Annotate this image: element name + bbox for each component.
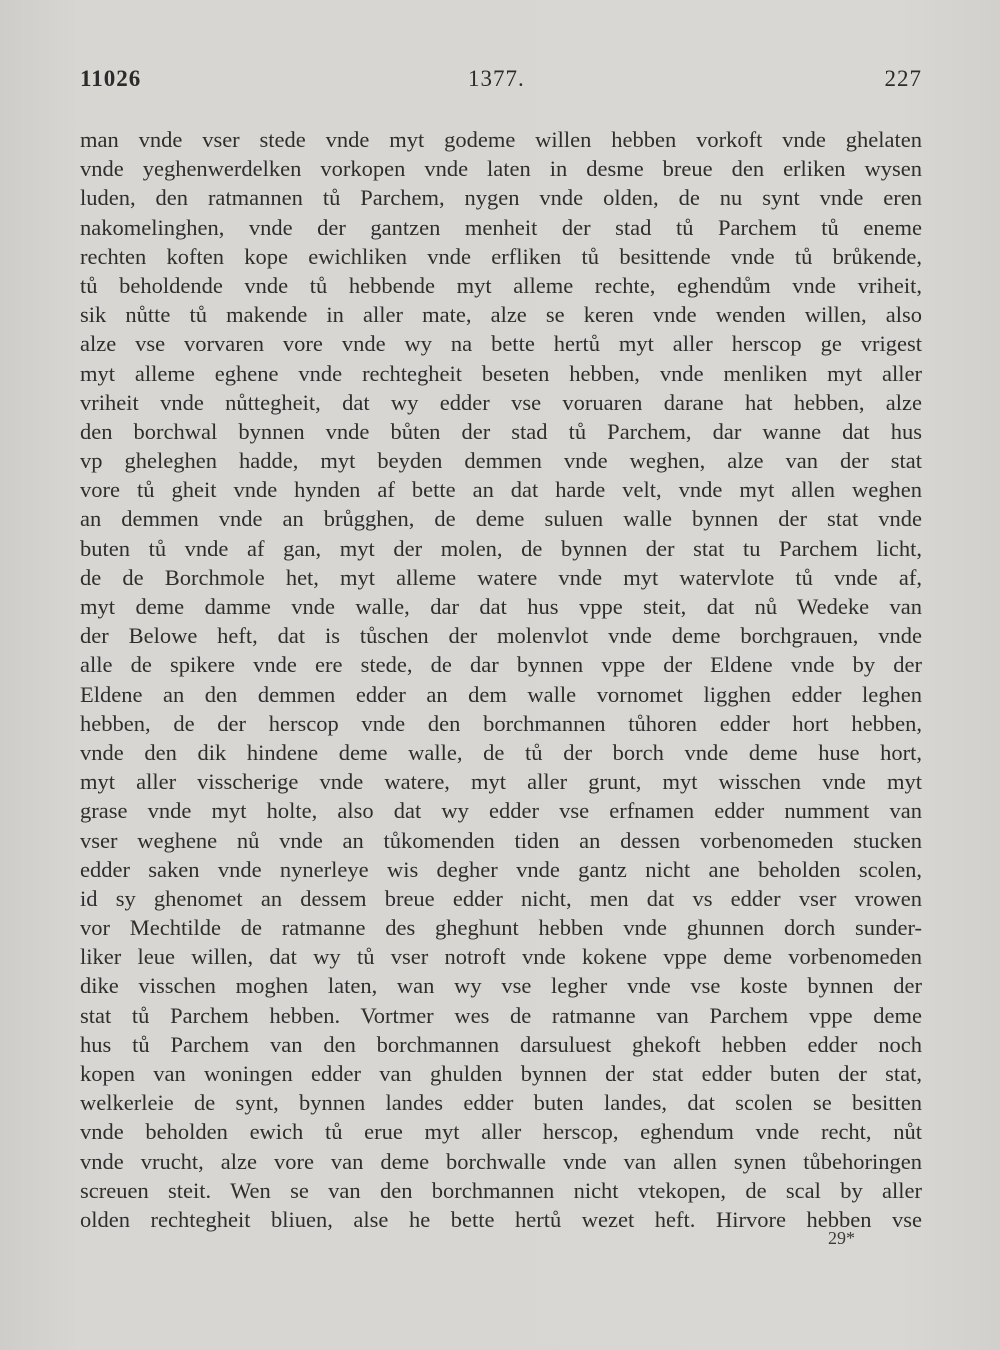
text-line: hus tů Parchem van den borchmannen darsuluest ghekoft hebben edder noch (80, 1031, 922, 1057)
text-line: vnde beholden ewich tů erue myt aller herscop, eghendum vnde recht, nůt (80, 1119, 922, 1145)
text-line: olden rechtegheit bliuen, alse he bette hertů wezet heft. Hirvore hebben vse (80, 1206, 922, 1232)
text-line: buten tů vnde af gan, myt der molen, de bynnen der stat tu Parchem licht, (80, 535, 922, 561)
text-line: vor Mechtilde de ratmanne des gheghunt hebben vnde ghunnen dorch sunder- (80, 915, 922, 941)
text-line: vriheit vnde nůttegheit, dat wy edder vse voruaren darane hat hebben, alze (80, 389, 922, 415)
page-number: 227 (884, 66, 922, 91)
text-line: screuen steit. Wen se van den borchmannen nicht vtekopen, de scal by aller (80, 1177, 922, 1203)
text-line: man vnde vser stede vnde myt godeme willen hebben vorkoft vnde ghelaten (80, 127, 922, 152)
year-heading: 1377. (468, 66, 525, 91)
text-line: vore tů gheit vnde hynden af bette an dat harde velt, vnde myt allen weghen (80, 477, 922, 503)
text-line: vnde yeghenwerdelken vorkopen vnde laten in desme breue den erliken wysen (80, 156, 922, 182)
signature-mark: 29* (828, 1228, 855, 1248)
text-line: dike visschen moghen laten, wan wy vse legher vnde vse koste bynnen der (80, 973, 922, 999)
text-line: luden, den ratmannen tů Parchem, nygen vnde olden, de nu synt vnde eren (80, 185, 922, 211)
text-line: welkerleie de synt, bynnen landes edder buten landes, dat scolen se besitten (80, 1090, 922, 1116)
text-line: myt deme damme vnde walle, dar dat hus vppe steit, dat nů Wedeke van (80, 594, 922, 619)
text-line: hebben, de der herscop vnde den borchmannen tůhoren edder hort hebben, (80, 710, 922, 736)
text-line: stat tů Parchem hebben. Vortmer wes de ratmanne van Parchem vppe deme (80, 1002, 922, 1028)
text-line: an demmen vnde an brůgghen, de deme suluen walle bynnen der stat vnde (80, 506, 922, 532)
text-line: nakomelinghen, vnde der gantzen menheit der stad tů Parchem tů eneme (80, 214, 922, 240)
text-line: rechten koften kope ewichliken vnde erfliken tů besittende vnde tů brůkende, (80, 243, 922, 269)
text-line: sik nůtte tů makende in aller mate, alze se keren vnde wenden willen, also (80, 302, 922, 328)
text-line: edder saken vnde nynerleye wis degher vnde gantz nicht ane beholden scolen, (80, 856, 922, 882)
document-number: 11026 (80, 66, 142, 91)
page-header (80, 66, 922, 100)
text-line: den borchwal bynnen vnde bůten der stad tů Parchem, dar wanne dat hus (80, 418, 922, 444)
text-line: myt alleme eghene vnde rechtegheit beseten hebben, vnde menliken myt aller (80, 360, 922, 386)
body-text (80, 125, 922, 1234)
text-line: Eldene an den demmen edder an dem walle vornomet ligghen edder leghen (80, 681, 922, 707)
text-line: vser weghene nů vnde an tůkomenden tiden an dessen vorbenomeden stucken (80, 827, 922, 853)
text-line: vnde den dik hindene deme walle, de tů der borch vnde deme huse hort, (80, 739, 922, 765)
text-line: kopen van woningen edder van ghulden bynnen der stat edder buten der stat, (80, 1061, 922, 1086)
text-line: tů beholdende vnde tů hebbende myt alleme rechte, eghendům vnde vriheit, (80, 272, 922, 298)
text-line: vp gheleghen hadde, myt beyden demmen vnde weghen, alze van der stat (80, 448, 922, 474)
text-line: grase vnde myt holte, also dat wy edder vse erfnamen edder numment van (80, 798, 922, 824)
text-line: id sy ghenomet an dessem breue edder nicht, men dat vs edder vser vrowen (80, 885, 922, 911)
text-line: alle de spikere vnde ere stede, de dar bynnen vppe der Eldene vnde by der (80, 652, 922, 678)
text-line: liker leue willen, dat wy tů vser notroft vnde kokene vppe deme vorbenomeden (80, 944, 922, 970)
text-line: alze vse vorvaren vore vnde wy na bette hertů myt aller herscop ge vrigest (80, 331, 922, 357)
text-line: der Belowe heft, dat is tůschen der molenvlot vnde deme borchgrauen, vnde (80, 623, 922, 649)
text-line: vnde vrucht, alze vore van deme borchwalle vnde van allen synen tůbehoringen (80, 1148, 922, 1174)
text-line: de de Borchmole het, myt alleme watere vnde myt watervlote tů vnde af, (80, 564, 922, 590)
text-line: myt aller visscherige vnde watere, myt aller grunt, myt wisschen vnde myt (80, 769, 922, 795)
